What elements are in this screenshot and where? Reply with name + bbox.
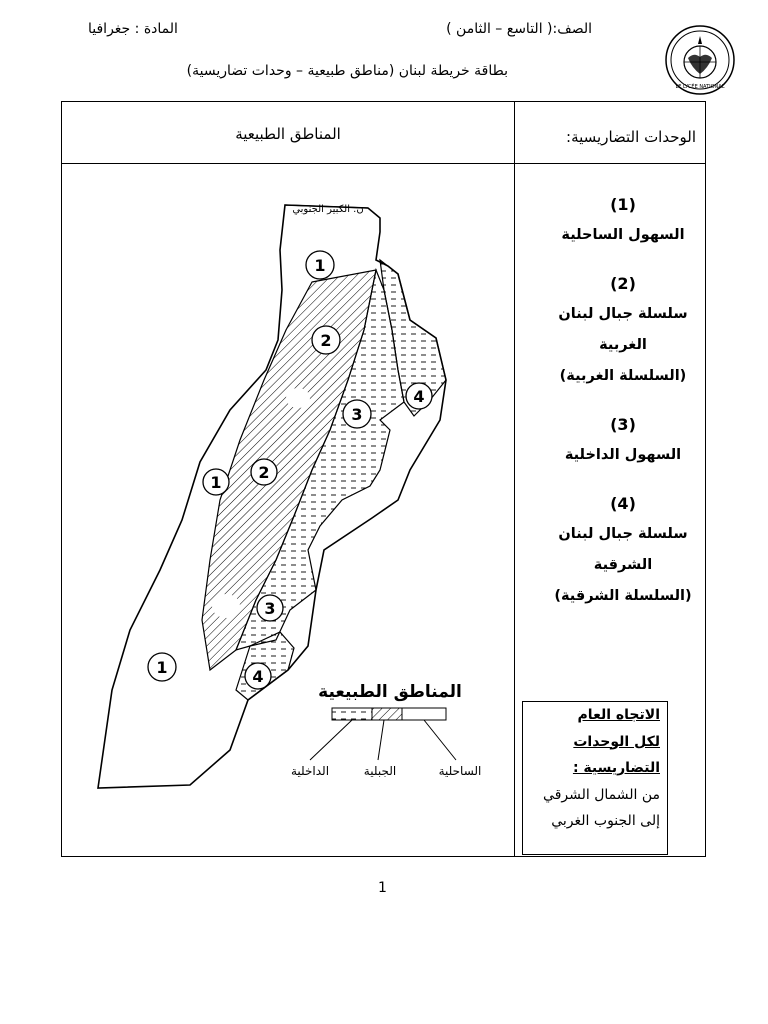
- svg-text:4: 4: [252, 667, 264, 686]
- unit-number: (3): [610, 415, 636, 434]
- direction-title-line: التضاريسية :: [572, 760, 660, 776]
- svg-text:3: 3: [264, 599, 276, 618]
- legend-item-mountain: الجبلية: [363, 764, 397, 778]
- svg-text:3: 3: [351, 405, 363, 424]
- legend-item-coastal: الساحلية: [438, 764, 482, 778]
- lebanon-map: [80, 170, 520, 810]
- table-header-divider: [61, 163, 706, 164]
- svg-text:2: 2: [320, 331, 332, 350]
- direction-body-line: إلى الجنوب الغربي: [551, 813, 660, 829]
- natural-regions-header: المناطق الطبيعية: [235, 125, 341, 143]
- unit-name: (السلسلة الشرقية): [554, 588, 692, 604]
- legend-leader: [310, 720, 352, 760]
- relief-units-list: [528, 190, 718, 630]
- region-marker: [306, 251, 334, 279]
- unit-name: السهول الداخلية: [564, 447, 682, 463]
- relief-units-header: الوحدات التضاريسية:: [566, 128, 696, 146]
- svg-text:1: 1: [156, 658, 168, 677]
- unit-name: سلسلة جبال لبنان: [558, 526, 688, 542]
- unit-item-3: [528, 410, 718, 471]
- unit-name: (السلسلة الغربية): [559, 368, 687, 384]
- svg-text:1: 1: [210, 473, 222, 492]
- svg-text:4: 4: [413, 387, 425, 406]
- region-marker: [251, 459, 277, 485]
- unit-name: الشرقية: [593, 557, 653, 573]
- legend-title: المناطق الطبيعية: [318, 682, 462, 702]
- direction-text: [520, 702, 660, 835]
- region-marker: [257, 595, 283, 621]
- svg-text:2: 2: [258, 463, 270, 482]
- region-marker: [406, 383, 432, 409]
- subject-label: المادة : جغرافيا: [88, 21, 178, 37]
- region-marker: [312, 326, 340, 354]
- legend-bar: [332, 708, 446, 720]
- direction-body-line: من الشمال الشرقي: [543, 786, 660, 803]
- school-logo: [664, 24, 736, 96]
- unit-name: السهول الساحلية: [561, 227, 685, 243]
- unit-number: (4): [610, 494, 636, 513]
- unit-item-2: [528, 269, 718, 392]
- unit-name: الغربية: [599, 337, 647, 353]
- region-marker: [203, 469, 229, 495]
- svg-text:1: 1: [314, 256, 326, 275]
- direction-title-line: لكل الوحدات: [573, 733, 660, 750]
- legend-leader: [378, 720, 384, 760]
- unit-item-4: [528, 489, 718, 612]
- logo-text: LE LYCÉE NATIONAL: [675, 84, 725, 90]
- unit-number: (2): [610, 274, 636, 293]
- legend-item-inner: الداخلية: [290, 764, 330, 778]
- region-marker: [148, 653, 176, 681]
- legend-leader: [424, 720, 456, 760]
- card-title: بطاقة خريطة لبنان (مناطق طبيعية – وحدات تضاريسية): [186, 63, 508, 79]
- direction-title-line: الاتجاه العام: [577, 707, 660, 723]
- river-label: ن. الكبير الجنوبي: [292, 204, 364, 215]
- unit-number: (1): [610, 195, 636, 214]
- unit-item-1: [528, 190, 718, 251]
- page-number: 1: [378, 880, 387, 896]
- unit-name: سلسلة جبال لبنان: [558, 306, 688, 322]
- map-blotch: [212, 594, 240, 618]
- class-label: الصف:( التاسع – الثامن ): [446, 21, 592, 37]
- region-marker: [245, 663, 271, 689]
- region-marker: [343, 400, 371, 428]
- map-blotch: [286, 388, 310, 408]
